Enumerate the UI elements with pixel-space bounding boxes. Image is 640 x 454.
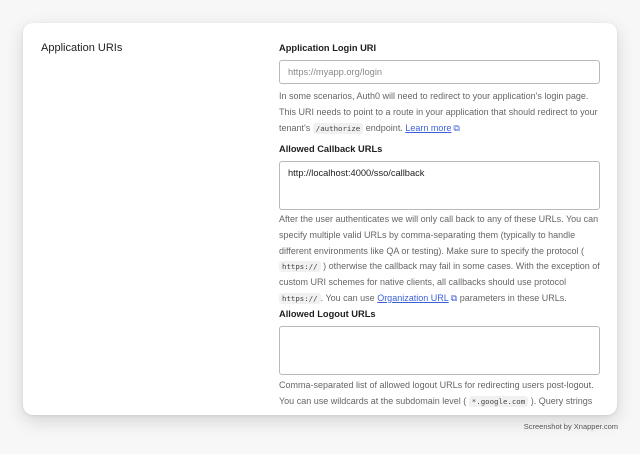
logout-urls-label: Allowed Logout URLs (279, 309, 376, 319)
help-text: In some scenarios, Auth0 will need to redirect to your application's login page. This URI needs to point to a route in your application that should redirect to your tenant's (279, 91, 598, 133)
help-text: Comma-separated list of allowed logout URLs for redirecting users post-logout. You can use wildcards at the subdomain level ( (279, 380, 594, 406)
logout-urls-help (279, 378, 607, 410)
logout-urls-textarea[interactable] (279, 326, 600, 375)
external-link-icon[interactable]: ⧉ (450, 292, 458, 303)
help-text: ) otherwise the callback may fail in some cases. With the exception of custom URI schemes for native clients, all callbacks should use protocol (279, 261, 600, 288)
help-text: . You can use (320, 292, 375, 303)
section-title: Application URIs (41, 42, 123, 54)
settings-card (23, 23, 617, 415)
code-snippet: https:// (279, 261, 321, 272)
learn-more-link[interactable]: Learn more (405, 122, 452, 133)
organization-url-link[interactable]: Organization URL (377, 292, 449, 303)
help-text: ). Query strings (530, 395, 593, 406)
callback-urls-help (279, 212, 607, 307)
help-text: After the user authenticates we will only call back to any of these URLs. You can specify multiple valid URLs by comma-separating them (typically to handle different environments like QA or testing). Make sure to specify the protocol ( (279, 214, 599, 256)
code-snippet: https:// (279, 293, 321, 304)
external-link-icon[interactable]: ⧉ (453, 122, 460, 133)
code-snippet: /authorize (313, 123, 364, 134)
callback-urls-textarea[interactable]: http://localhost:4000/sso/callback (279, 161, 600, 210)
login-uri-input[interactable]: https://myapp.org/login (279, 60, 600, 84)
help-text: endpoint. (365, 122, 403, 133)
callback-urls-label: Allowed Callback URLs (279, 144, 383, 154)
watermark: Screenshot by Xnapper.com (523, 422, 618, 431)
help-text: parameters in these URLs. (459, 292, 567, 303)
login-uri-label: Application Login URI (279, 43, 377, 53)
login-uri-help (279, 89, 607, 136)
code-snippet: *.google.com (469, 396, 528, 407)
